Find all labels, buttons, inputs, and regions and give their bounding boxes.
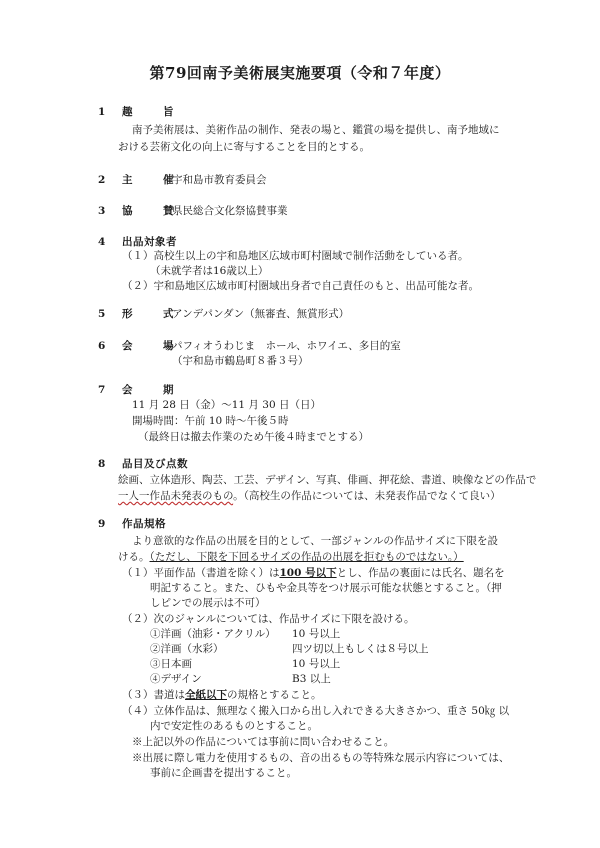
- eligibility-item-2: （２）宇和島地区広域市町村圏域出身者で自己責任のもと、出品可能な者。: [122, 280, 479, 292]
- category-name: ③日本画: [150, 658, 192, 670]
- spec-note-2: ※出展に際し電力を使用するもの、音の出るもの等特殊な展示内容については、: [132, 752, 510, 764]
- section-heading: 主 催: [122, 174, 184, 186]
- purpose-line-1: 南予美術展は、美術作品の制作、発表の場と、鑑賞の場を提供し、南予地域に: [132, 124, 500, 136]
- spec-item-1-c: とし、作品の裏面には氏名、題名を: [336, 567, 505, 579]
- eligibility-item-1: （１）高校生以上の宇和島地区広域市町村圏域で制作活動をしている者。: [122, 250, 469, 262]
- category-size: 10 号以上: [292, 658, 341, 670]
- spec-item-3-c: の規格とすること。: [227, 689, 322, 701]
- section-number: 4: [98, 236, 106, 248]
- spec-item-1: [122, 565, 505, 581]
- section-heading: 出品対象者: [122, 236, 177, 248]
- spec-intro-2-underlined: （ただし、下限を下回るサイズの作品の出展を拒むものではない。）: [149, 551, 464, 563]
- purpose-line-2: おける芸術文化の向上に寄与することを目的とする。: [118, 141, 370, 153]
- category-name: ①洋画（油彩・アクリル）: [150, 628, 276, 640]
- spec-intro-1: より意欲的な作品の出展を目的として、一部ジャンルの作品サイズに下限を設: [132, 535, 498, 547]
- sponsor-value: 県民総合文化祭協賛事業: [172, 205, 288, 217]
- spec-item-4-line-2: 内で安定性のあるものとすること。: [150, 720, 318, 732]
- section-number: 2: [98, 174, 106, 186]
- page-title: 第79回南予美術展実施要項（令和７年度）: [149, 64, 451, 82]
- period-dates: 11 月 28 日（金）～11 月 30 日（日）: [132, 399, 321, 411]
- items-line-2-rest: 。（高校生の作品については、未発表作品でなくて良い）: [233, 490, 501, 502]
- spec-item-1-line-3: しピンでの展示は不可）: [150, 597, 266, 609]
- spec-item-1-limit: 100 号以下: [279, 567, 337, 579]
- category-name: ④デザイン: [150, 673, 202, 685]
- period-note: （最終日は撤去作業のため午後４時までとする）: [138, 431, 369, 443]
- spec-item-3-limit: 全紙以下: [185, 689, 227, 701]
- items-line-1: 絵画、立体造形、陶芸、工芸、デザイン、写真、俳画、押花絵、書道、映像などの作品で: [118, 474, 537, 486]
- section-number: 3: [98, 205, 106, 217]
- category-size: B3 以上: [292, 673, 331, 685]
- items-line-2: [118, 488, 501, 504]
- spec-note-2-line-2: 事前に企画書を提出すること。: [150, 767, 297, 779]
- section-heading: 協 賛: [122, 205, 184, 217]
- spec-item-3-a: （３）書道は: [122, 689, 185, 701]
- section-number: 9: [98, 518, 106, 530]
- category-size: 10 号以上: [292, 628, 341, 640]
- spec-item-4: （４）立体作品は、無理なく搬入口から出し入れできる大きさかつ、重さ 50㎏ 以: [122, 705, 510, 717]
- section-number: 1: [98, 106, 106, 118]
- spec-item-3: [122, 687, 322, 703]
- spec-item-2: （２）次のジャンルについては、作品サイズに下限を設ける。: [122, 613, 415, 625]
- section-heading: 作品規格: [122, 518, 166, 530]
- category-size: 四ツ切以上もしくは８号以上: [292, 643, 429, 655]
- items-emphasis: 一人一作品未発表のもの: [118, 490, 234, 502]
- venue-value: パフィオうわじま ホール、ホワイエ、多目的室: [172, 340, 401, 352]
- section-number: 6: [98, 340, 106, 352]
- section-number: 7: [98, 384, 106, 396]
- organizer-value: 宇和島市教育委員会: [172, 174, 267, 186]
- section-number: 5: [98, 308, 106, 320]
- section-heading: 会 場: [122, 340, 184, 352]
- section-heading: 趣 旨: [122, 106, 184, 118]
- section-heading: 会 期: [122, 384, 184, 396]
- eligibility-item-1-note: （未就学者は16歳以上）: [150, 265, 269, 277]
- spec-item-1-line-2: 明記すること。また、ひもや金具等をつけ展示可能な状態とすること。（押: [150, 582, 502, 594]
- category-name: ②洋画（水彩）: [150, 643, 224, 655]
- section-heading: 形 式: [122, 308, 184, 320]
- section-number: 8: [98, 458, 106, 470]
- spec-intro-2-pre: ける。: [118, 551, 150, 563]
- venue-address: （宇和島市鶴島町８番３号）: [172, 355, 309, 367]
- spec-item-1-a: （１）平面作品（書道を除く）は: [122, 567, 280, 579]
- format-value: アンデパンダン（無審査、無賞形式）: [172, 308, 350, 320]
- period-hours: 開場時間：午前 10 時～午後５時: [132, 415, 289, 427]
- section-heading: 品目及び点数: [122, 458, 188, 470]
- spec-note-1: ※上記以外の作品については事前に問い合わせること。: [132, 736, 395, 748]
- spec-intro-2: [118, 549, 464, 565]
